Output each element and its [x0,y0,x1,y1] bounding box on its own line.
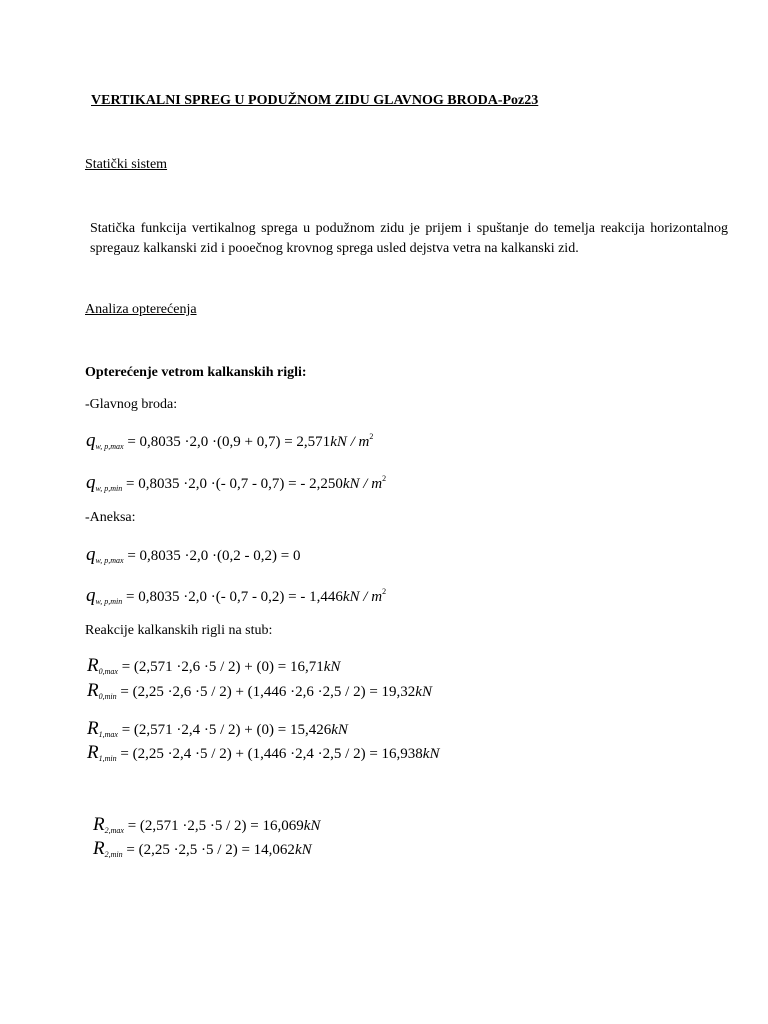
equation-rhs: = (2,571 ·2,6 ·5 / 2) + (0) = 16,71 [121,659,324,675]
subscript: 1,min [98,754,117,763]
symbol-r: R [87,718,99,739]
reactions-label: Reakcije kalkanskih rigli na stub: [85,623,273,638]
subscript: w, p,max [95,556,124,565]
symbol-q: q [86,472,96,493]
unit: kN / m [342,589,383,605]
subscript: w, p,min [95,597,123,606]
equation-rhs: = (2,25 ·2,5 ·5 / 2) = 14,062 [126,842,295,858]
document-title: VERTIKALNI SPREG U PODUŽNOM ZIDU GLAVNOG BRODA-Poz23 [91,93,539,108]
equation-q-annex-min [86,585,386,607]
symbol-r: R [87,742,99,763]
unit: kN [422,746,440,762]
unit-power: 2 [382,474,387,483]
equation-r2-max [93,814,320,836]
wind-load-heading: Opterećenje vetrom kalkanskih rigli: [85,365,307,380]
unit: kN [331,722,348,738]
main-hall-label: -Glavnog broda: [85,397,178,412]
subscript: 2,max [104,826,124,835]
subscript: 2,min [104,850,123,859]
unit: kN [323,659,341,675]
symbol-r: R [93,814,105,835]
subscript: 1,max [98,730,118,739]
equation-rhs: = 0,8035 ·2,0 ·(- 0,7 - 0,2) = - 1,446 [126,589,343,605]
unit-power: 2 [382,587,387,596]
equation-q-main-min [86,472,386,494]
equation-rhs: = (2,25 ·2,6 ·5 / 2) + (1,446 ·2,6 ·2,5 / 2) = 19,32 [120,684,416,700]
equation-r1-min [87,742,439,764]
description-paragraph: Statička funkcija vertikalnog sprega u podužnom zidu je prijem i spuštanje do temelja reakcija horizontalnog spregauz kalkanski zid i pooečnog krovnog sprega usled dejstva vetra na kalkanski zid. [90,221,728,256]
equation-r1-max [87,718,348,740]
equation-rhs: = 0,8035 ·2,0 ·(0,2 - 0,2) = 0 [127,548,301,564]
section-static-system: Statički sistem [85,157,168,172]
subscript: 0,max [98,667,118,676]
unit: kN [415,684,432,700]
symbol-q: q [86,544,96,565]
equation-r2-min [93,838,312,860]
unit: kN / m [342,476,383,492]
equation-r0-max [87,655,340,677]
unit: kN [303,818,321,834]
subscript: w, p,min [95,484,123,493]
equation-rhs: = (2,25 ·2,4 ·5 / 2) + (1,446 ·2,4 ·2,5 / 2) = 16,938 [120,746,423,762]
subscript: w, p,max [95,442,124,451]
subscript: 0,min [98,692,117,701]
symbol-q: q [86,430,96,451]
symbol-r: R [93,838,105,859]
section-load-analysis: Analiza opterećenja [85,302,197,317]
equation-rhs: = (2,571 ·2,5 ·5 / 2) = 16,069 [127,818,304,834]
annex-label: -Aneksa: [85,510,136,525]
symbol-q: q [86,585,96,606]
unit: kN [294,842,312,858]
symbol-r: R [87,655,99,676]
equation-rhs: = 0,8035 ·2,0 ·(0,9 + 0,7) = 2,571 [127,434,331,450]
equation-q-annex-max [86,544,300,566]
equation-r0-min [87,680,432,702]
equation-rhs: = 0,8035 ·2,0 ·(- 0,7 - 0,7) = - 2,250 [126,476,343,492]
unit-power: 2 [369,432,374,441]
equation-rhs: = (2,571 ·2,4 ·5 / 2) + (0) = 15,426 [121,722,332,738]
equation-q-main-max [86,430,373,452]
unit: kN / m [330,434,370,450]
symbol-r: R [87,680,99,701]
